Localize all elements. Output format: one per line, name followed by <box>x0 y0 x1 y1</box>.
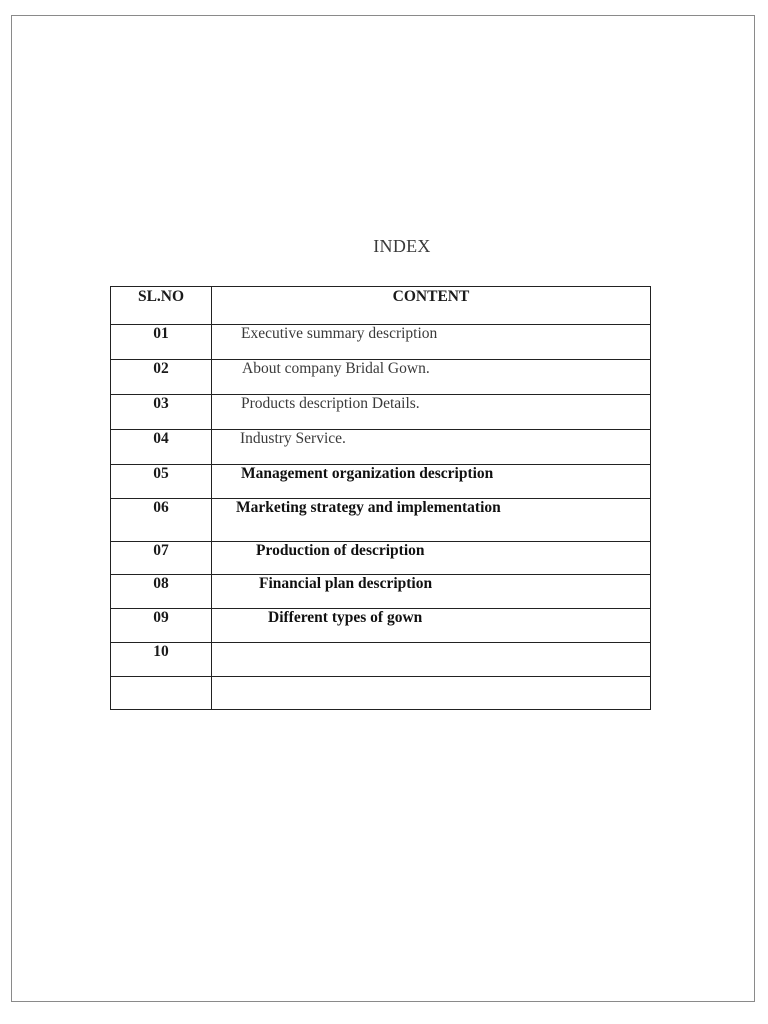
row-number: 05 <box>111 465 212 499</box>
row-content: Financial plan description <box>212 575 651 609</box>
table-row <box>111 430 651 465</box>
table-row <box>111 677 651 710</box>
row-content: Executive summary description <box>212 325 651 360</box>
row-number: 03 <box>111 395 212 430</box>
table-row <box>111 609 651 643</box>
header-sl-no: SL.NO <box>111 287 212 325</box>
row-content: Management organization description <box>212 465 651 499</box>
table-row <box>111 499 651 542</box>
row-content <box>212 643 651 677</box>
table-row <box>111 395 651 430</box>
row-number: 06 <box>111 499 212 542</box>
row-number: 09 <box>111 609 212 643</box>
row-content: Production of description <box>212 542 651 575</box>
row-number: 02 <box>111 360 212 395</box>
page-title: INDEX <box>373 236 431 256</box>
table-row <box>111 542 651 575</box>
row-content: Different types of gown <box>212 609 651 643</box>
document-page <box>11 15 755 1002</box>
table-row <box>111 575 651 609</box>
table-row <box>111 325 651 360</box>
row-number: 07 <box>111 542 212 575</box>
row-number: 08 <box>111 575 212 609</box>
row-number <box>111 677 212 710</box>
row-content: About company Bridal Gown. <box>212 360 651 395</box>
table-row <box>111 643 651 677</box>
table-header-row <box>111 287 651 325</box>
header-content: CONTENT <box>212 287 651 325</box>
index-table <box>110 286 651 710</box>
row-number: 10 <box>111 643 212 677</box>
table-row <box>111 465 651 499</box>
table-row <box>111 360 651 395</box>
row-number: 01 <box>111 325 212 360</box>
row-content: Marketing strategy and implementation <box>212 499 651 542</box>
row-content: Industry Service. <box>212 430 651 465</box>
row-content: Products description Details. <box>212 395 651 430</box>
row-content <box>212 677 651 710</box>
row-number: 04 <box>111 430 212 465</box>
